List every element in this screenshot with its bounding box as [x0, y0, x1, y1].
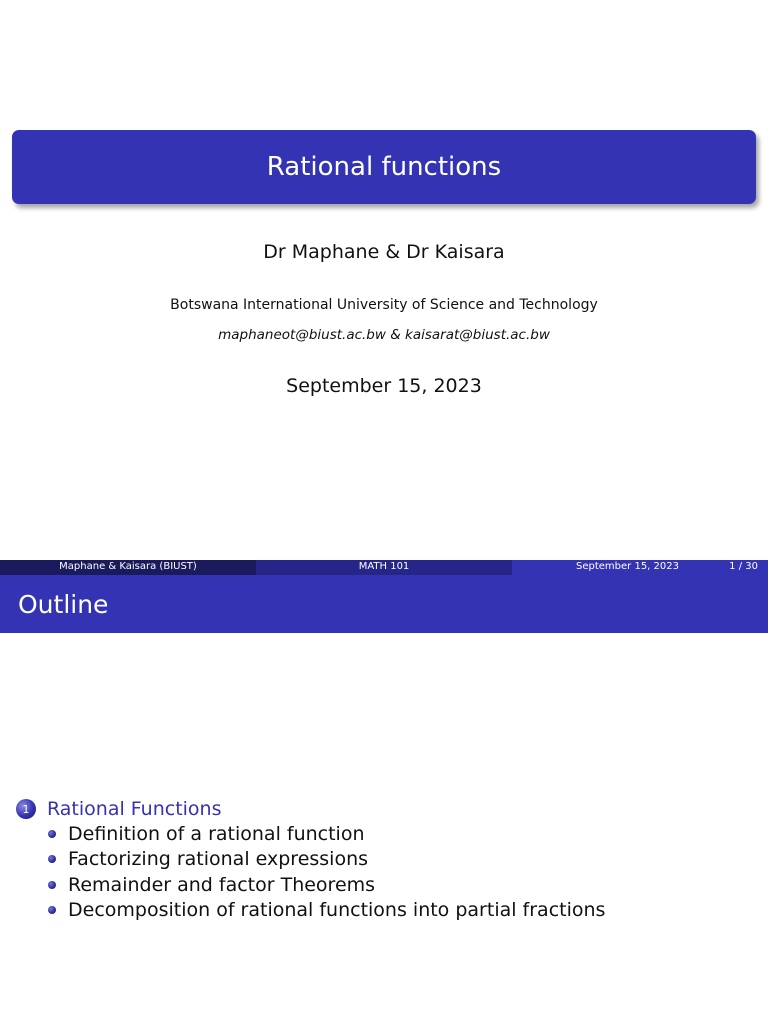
toc-section-label[interactable]: Rational Functions [47, 798, 222, 820]
toc-subsection-label[interactable]: Definition of a rational function [68, 822, 365, 845]
title-box [12, 130, 756, 204]
outline-title: Outline [18, 589, 109, 619]
toc-section[interactable] [16, 797, 605, 821]
table-of-contents [16, 797, 605, 923]
bullet-icon [48, 855, 56, 863]
toc-subsection[interactable] [48, 872, 605, 898]
presentation-title: Rational functions [266, 152, 502, 182]
outline-frame-title [0, 575, 768, 633]
section-number-ball-icon: 1 [16, 799, 36, 819]
footline-author: Maphane & Kaisara (BIUST) [0, 560, 256, 575]
institute: Botswana International University of Science and Technology [170, 297, 598, 313]
bullet-icon [48, 906, 56, 914]
toc-subsection[interactable] [48, 898, 605, 924]
presentation-date: September 15, 2023 [286, 375, 482, 397]
toc-subsection-label[interactable]: Decomposition of rational functions into partial fractions [68, 899, 606, 922]
authors: Dr Maphane & Dr Kaisara [263, 241, 505, 263]
footline [0, 560, 768, 575]
author-emails: maphaneot@biust.ac.bw & kaisarat@biust.ac.bw [218, 327, 550, 343]
bullet-icon [48, 830, 56, 838]
toc-subsection-label[interactable]: Factorizing rational expressions [68, 848, 369, 871]
toc-subsection[interactable] [48, 847, 605, 873]
footline-course: MATH 101 [256, 560, 512, 575]
bullet-icon [48, 881, 56, 889]
toc-subsection-label[interactable]: Remainder and factor Theorems [68, 873, 376, 896]
footline-page-number: 1 / 30 [729, 561, 758, 572]
toc-subsection[interactable] [48, 821, 605, 847]
footline-right [512, 560, 768, 575]
footline-date: September 15, 2023 [576, 561, 679, 572]
